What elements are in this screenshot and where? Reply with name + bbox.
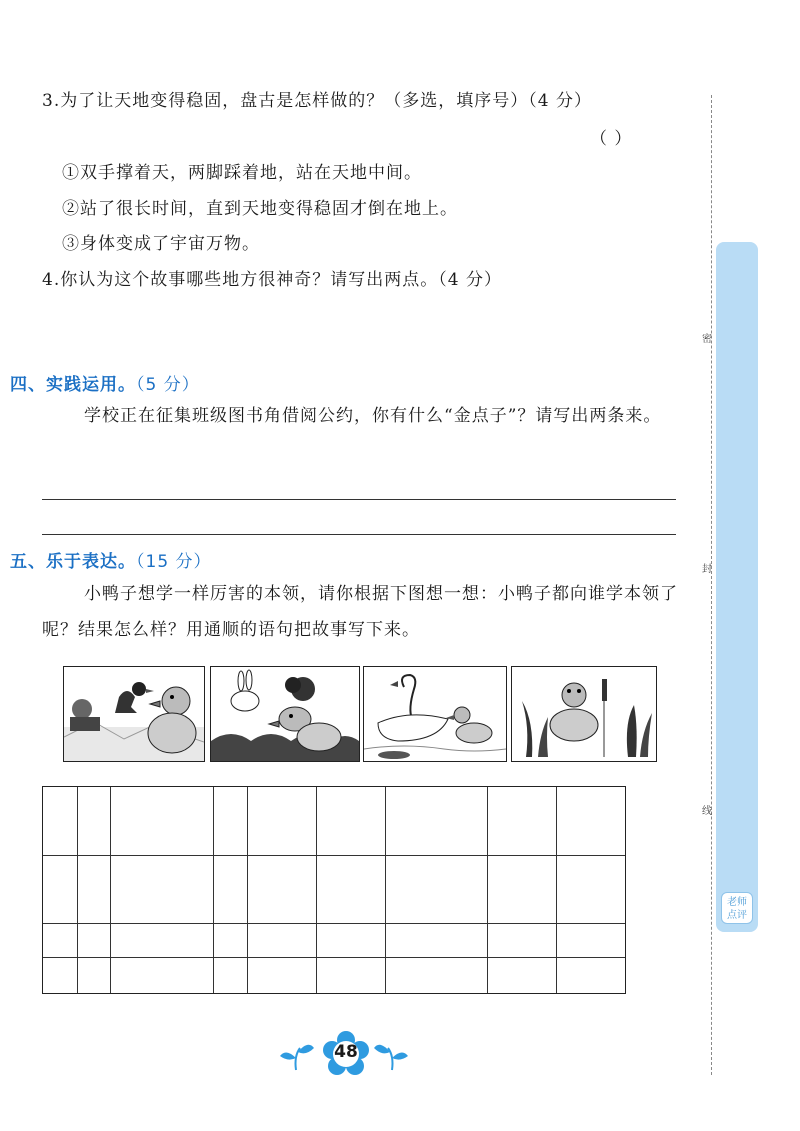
- section-5-heading: [10, 547, 212, 572]
- option-3: ③身体变成了宇宙万物。: [62, 234, 260, 254]
- binding-line: [711, 95, 712, 1075]
- answer-line-2[interactable]: [42, 534, 676, 535]
- binding-char-envelope: 封: [702, 564, 712, 575]
- option-1: ①双手撑着天，两脚踩着地，站在天地中间。: [62, 163, 422, 183]
- sprout-right-icon: [374, 1036, 414, 1072]
- illustration-duck-reeds: [511, 666, 657, 762]
- question-3: 3.为了让天地变得稳固，盘古是怎样做的？（多选，填序号）（4 分）: [42, 91, 592, 111]
- badge-line-2: 点评: [727, 910, 747, 921]
- illustration-rabbit-duck: [210, 666, 360, 762]
- section-5-paragraph: 小鸭子想学一样厉害的本领，请你根据下图想一想：小鸭子都向谁学本领了呢？结果怎么样？用通顺的语句把故事写下来。: [42, 584, 678, 640]
- answer-line-1[interactable]: [42, 499, 676, 500]
- answer-bracket[interactable]: （ ）: [590, 129, 633, 149]
- section-4-title: 四、实践运用。: [10, 375, 136, 395]
- section-4-paragraph: 学校正在征集班级图书角借阅公约，你有什么“金点子”？请写出两条来。: [84, 406, 662, 426]
- option-2: ②站了很长时间，直到天地变得稳固才倒在地上。: [62, 199, 458, 219]
- question-4: 4.你认为这个故事哪些地方很神奇？请写出两点。（4 分）: [42, 270, 502, 290]
- binding-char-seal: 密: [702, 334, 712, 345]
- section-4-heading: [10, 370, 200, 395]
- badge-line-1: 老师: [727, 897, 747, 908]
- illustration-rooster-duck: [63, 666, 205, 762]
- section-5-title: 五、乐于表达。: [10, 552, 136, 572]
- teacher-comment-badge: [721, 892, 753, 924]
- writing-grid[interactable]: [42, 786, 626, 994]
- binding-char-line: 线: [702, 806, 712, 817]
- section-5-points: （15 分）: [136, 552, 212, 572]
- page-number: 48: [334, 1042, 358, 1062]
- illustration-swan-duckling: [363, 666, 507, 762]
- sprout-left-icon: [276, 1036, 316, 1072]
- section-4-points: （5 分）: [136, 375, 200, 395]
- review-sidebar: [716, 242, 758, 932]
